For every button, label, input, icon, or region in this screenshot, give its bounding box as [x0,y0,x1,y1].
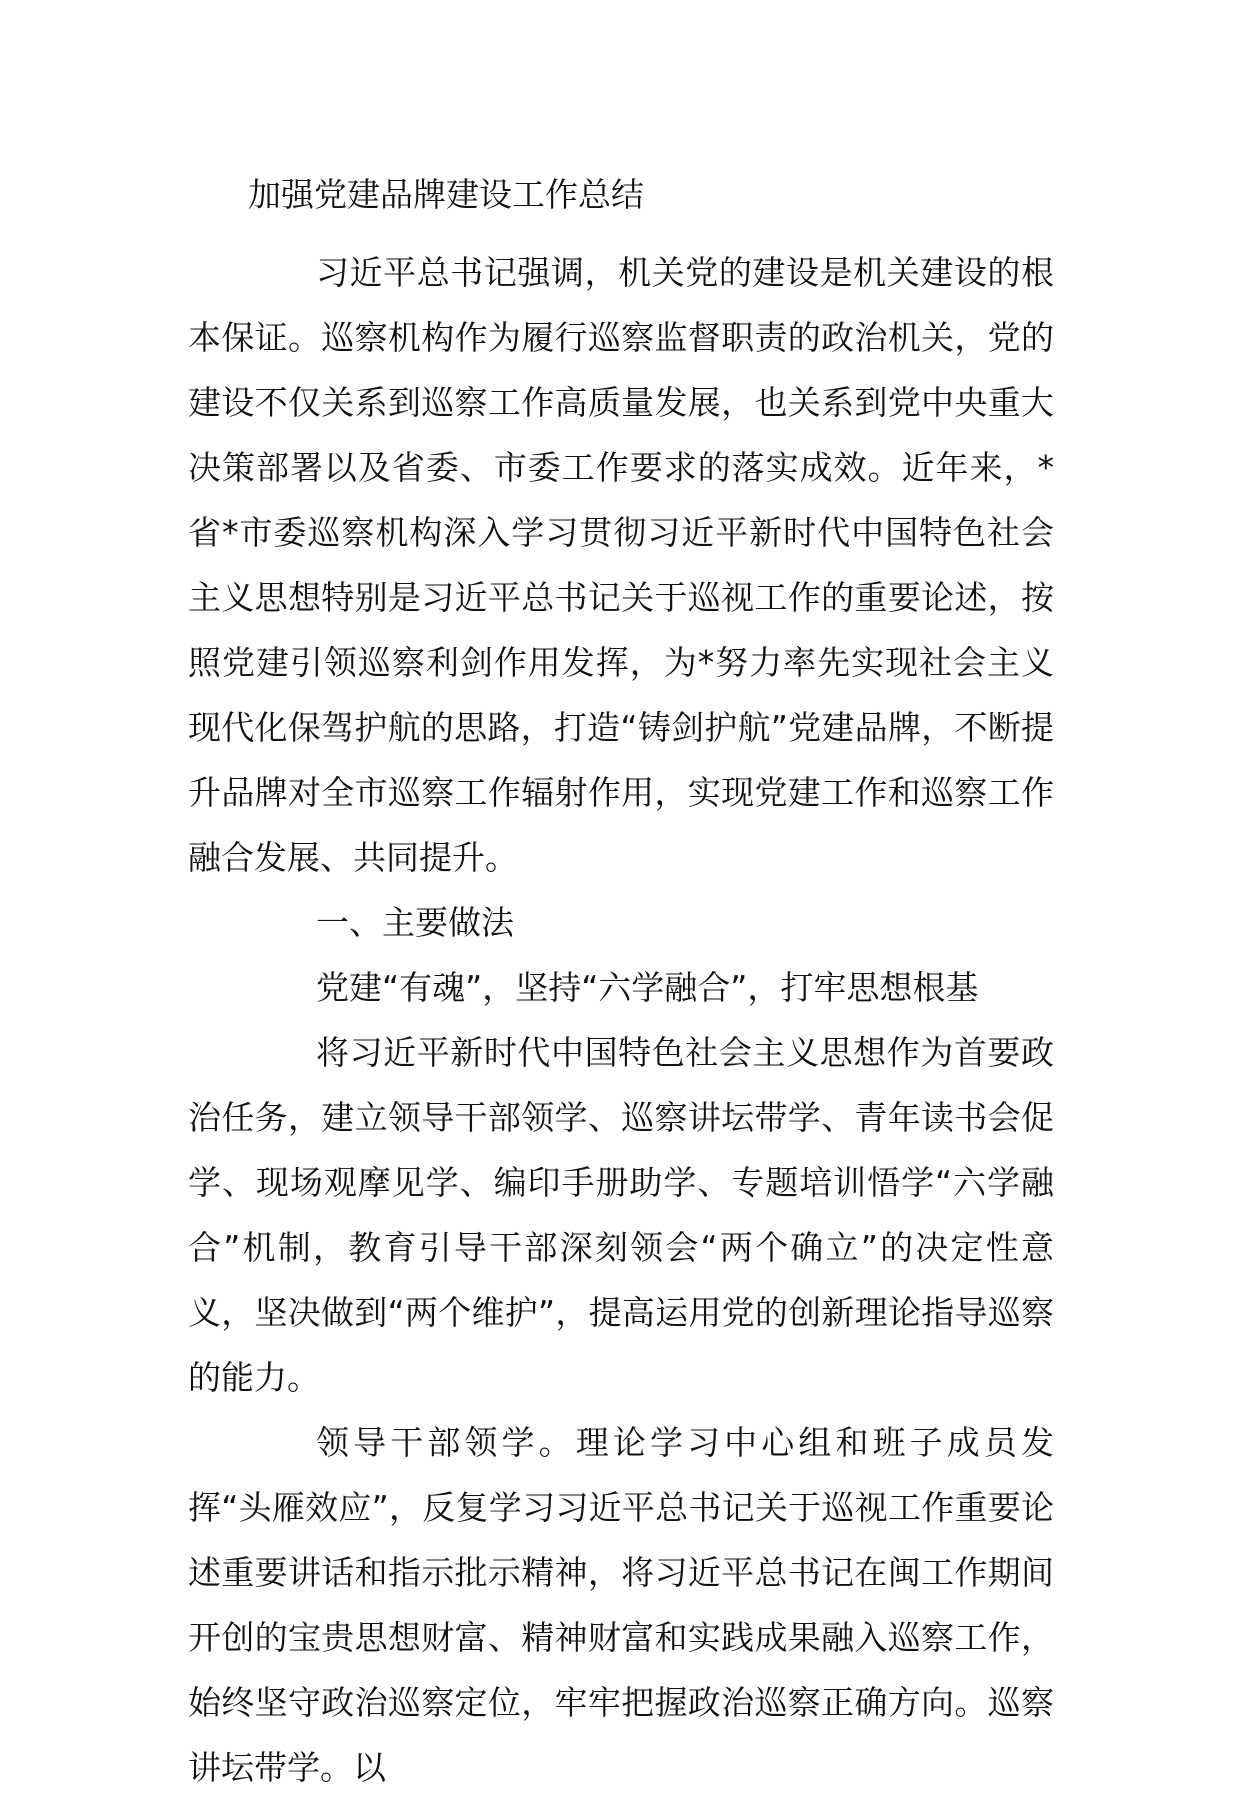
paragraph-six-learning: 将习近平新时代中国特色社会主义思想作为首要政治任务，建立领导干部领学、巡察讲坛带学、青年读书会促学、现场观摩见学、编印手册助学、专题培训悟学“六学融合”机制，教育引导干部深刻领会“两个确立”的决定性意义，坚决做到“两个维护”，提高运用党的创新理论指导巡察的能力。 [188,1033,1054,1397]
document-title: 加强党建品牌建设工作总结 [248,175,644,214]
subsection-heading: 党建“有魂”，坚持“六学融合”，打牢思想根基 [316,968,979,1007]
paragraph-intro: 习近平总书记强调，机关党的建设是机关建设的根本保证。巡察机构作为履行巡察监督职责的政治机关，党的建设不仅关系到巡察工作高质量发展，也关系到党中央重大决策部署以及省委、市委工作要求的落实成效。近年来，*省*市委巡察机构深入学习贯彻习近平新时代中国特色社会主义思想特别是习近平总书记关于巡视工作的重要论述，按照党建引领巡察利剑作用发挥，为*努力率先实现社会主义现代化保驾护航的思路，打造“铸剑护航”党建品牌，不断提升品牌对全市巡察工作辐射作用，实现党建工作和巡察工作融合发展、共同提升。 [188,253,1054,877]
paragraph-leaders-learning: 领导干部领学。理论学习中心组和班子成员发挥“头雁效应”，反复学习习近平总书记关于巡视工作重要论述重要讲话和指示批示精神，将习近平总书记在闽工作期间开创的宝贵思想财富、精神财富和实践成果融入巡察工作，始终坚守政治巡察定位，牢牢把握政治巡察正确方向。巡察讲坛带学。以 [188,1423,1054,1787]
section-heading-main-practices: 一、主要做法 [316,903,514,942]
document-body [188,240,1054,1800]
